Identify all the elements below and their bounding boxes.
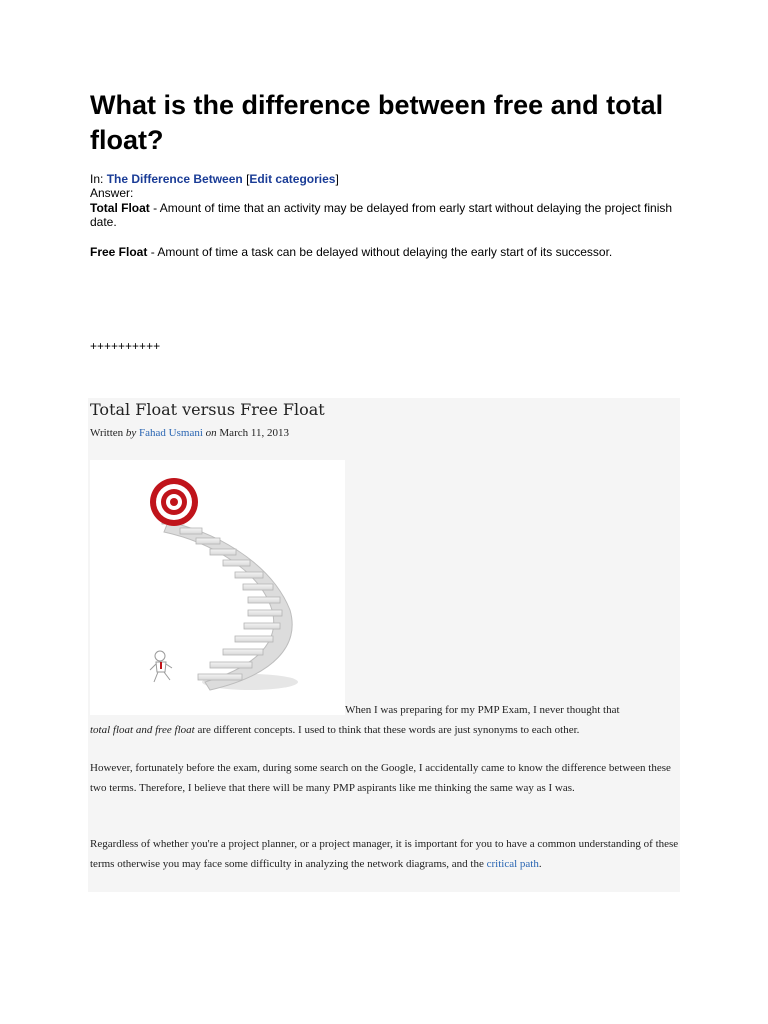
in-label: In: [90, 172, 104, 186]
written-label: Written [90, 427, 124, 439]
target-staircase-illustration [90, 460, 345, 715]
critical-path-link[interactable]: critical path [486, 858, 539, 870]
free-float-text: - Amount of time a task can be delayed without delaying the early start of its successor. [147, 245, 613, 259]
paragraph-1-end: are different concepts. I used to think that these words are just synonyms to each other. [194, 724, 580, 736]
article-title: Total Float versus Free Float [90, 400, 325, 419]
article-date: March 11, 2013 [219, 427, 289, 439]
category-link[interactable]: The Difference Between [106, 172, 243, 186]
bracket-open: [ [246, 172, 250, 186]
total-float-term: Total Float [90, 201, 150, 215]
by-label: by [125, 427, 137, 439]
page-title: What is the difference between free and total float? [90, 90, 664, 155]
staircase-image [90, 460, 345, 715]
paragraph-3-end: . [538, 858, 542, 870]
total-float-text: - Amount of time that an activity may be delayed from early start without delaying the project finish date. [90, 201, 673, 229]
total-float-definition [90, 201, 680, 229]
paragraph-1-italic: total float and free float [90, 724, 195, 736]
paragraph-3 [90, 834, 680, 874]
target-icon [150, 478, 198, 526]
separator: ++++++++++ [90, 339, 161, 353]
on-label: on [205, 427, 217, 439]
paragraph-1-start: When I was preparing for my PMP Exam, I never thought that [345, 704, 620, 716]
free-float-definition [90, 245, 680, 259]
paragraph-3-text: Regardless of whether you're a project planner, or a project manager, it is important for you to have a common understanding of these terms otherwise you may face some difficulty in analyzing the network diagrams, and the [90, 838, 679, 870]
free-float-term: Free Float [90, 245, 148, 259]
answer-label: Answer: [90, 186, 134, 200]
category-line [90, 172, 690, 187]
bracket-close: ] [335, 172, 339, 186]
paragraph-1-rest [90, 720, 680, 740]
edit-categories-link[interactable]: Edit categories [249, 172, 336, 186]
paragraph-2: However, fortunately before the exam, during some search on the Google, I accidentally came to know the difference between these two terms. Therefore, I believe that there will be many PMP aspirants like me thinking the same way as I was. [90, 762, 671, 794]
author-link[interactable]: Fahad Usmani [139, 427, 203, 439]
byline [90, 426, 289, 440]
article-block [88, 398, 680, 892]
